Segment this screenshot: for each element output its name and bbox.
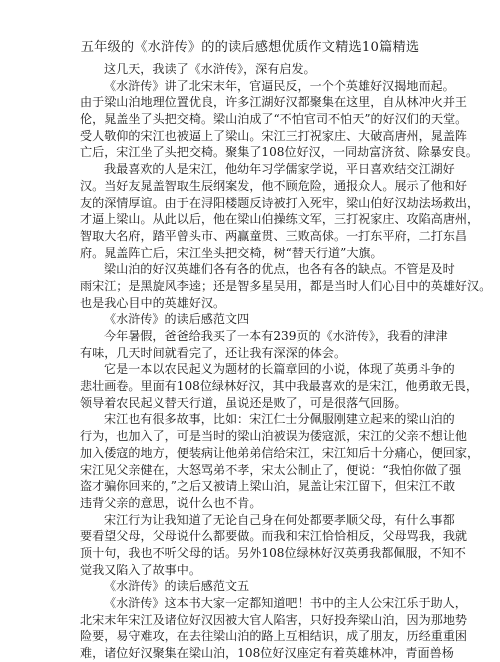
text-line: 这几天，我读了《水浒传》，深有启发。	[104, 62, 316, 76]
text-line: 宋江行为让我知道了无论自己身在何处都要孝顺父母，有什么事都	[104, 512, 455, 527]
text-line: 行为，也加入了，可是当时的梁山泊被误为倭寇派，宋江的父亲不想让他	[80, 429, 468, 444]
text-line: 《水浒传》讲了北宋末年，官逼民反，一个个英雄好汉揭地而起。	[104, 78, 455, 93]
text-line: 北宋末年宋江及诸位好汉因被大官人陷害，只好投奔梁山泊，因为那地势	[80, 612, 468, 627]
text-line: 顶十句，我也不听父母的话。另外108位绿林好汉英勇我都佩服，不知不	[80, 545, 466, 560]
text-line: 伦，晁盖坐了头把交椅。梁山泊成了“不怕官司不怕天”的好汉们的天堂。	[80, 112, 468, 127]
text-line: 难，诸位好汉聚集在梁山泊，108位好汉座定有着英雄林冲，青面兽杨	[80, 646, 454, 661]
text-line: 亡后，宋江坐了头把交椅。聚集了108位好汉，一同劫富济贫、除暴安良。	[80, 145, 478, 160]
section-heading: 《水浒传》的读后感范文五	[104, 579, 250, 594]
text-line: 悲壮画卷。里面有108位绿林好汉，其中我最喜欢的是宋江，他勇敢无畏，	[80, 379, 478, 394]
text-line: 要看望父母，父母说什么都要做。而我和宋江恰恰相反，父母骂我，我就	[80, 529, 468, 544]
text-line: 险要，易守难攻，在去往梁山泊的路上互相结识，成了朋友，历经重重困	[80, 629, 468, 644]
text-line: 违背父亲的意思，说什么也不肯。	[80, 495, 262, 510]
text-line: 我最喜欢的人是宋江，他幼年习学儒家学说，平日喜欢结交江湖好	[104, 162, 455, 177]
text-line: 盗才骗你回来的，”之后又被请上梁山泊，晁盖让宋江留下，但宋江不敢	[80, 479, 456, 494]
text-line: 它是一本以农民起义为题材的长篇章回的小说，体现了英勇斗争的	[104, 362, 455, 377]
text-line: 才逼上梁山。从此以后，他在梁山伯操练文军，三打祝家庄、攻陷高唐州，	[80, 212, 480, 227]
text-line: 汉。当好友晁盖智取生辰纲案发，他不顾危险，通报众人。展示了他和好	[80, 178, 468, 193]
document-body	[0, 61, 500, 662]
text-line: 也是我心目中的英雄好汉。	[80, 295, 226, 310]
text-line: 友的深情厚谊。由于在浔阳楼题反诗被打入死牢，梁山伯好汉劫法场救出，	[80, 195, 480, 210]
text-line: 雨宋江；是黑旋风李逵；还是智多星吴用，都是当时人们心目中的英雄好汉。	[80, 278, 492, 293]
text-line: 府。晁盖阵亡后，宋江坐头把交椅，树“替天行道”大旗。	[80, 245, 383, 260]
text-line: 觉我又陷入了故事中。	[80, 562, 201, 577]
text-line: 《水浒传》这本书大家一定都知道吧！书中的主人公宋江乐于助人，	[104, 596, 467, 610]
document-title: 五年级的《水浒传》的的读后感想优质作文精选10篇精选	[80, 40, 420, 55]
text-line: 宋江也有很多故事，比如：宋江仁士分佩服刚建立起来的梁山泊的	[104, 412, 455, 427]
text-line: 宋江见父亲健在，大怒骂弟不孝，宋太公制止了，便说：“我怕你做了强	[80, 462, 462, 477]
text-line: 领导着农民起义替天行道，虽说还是败了，可是很落气回肠。	[80, 395, 407, 410]
section-heading: 《水浒传》的读后感范文四	[104, 312, 250, 327]
text-line: 加入倭寇的地方，便装病让他弟弟信给宋江，宋江知后十分痛心，便回家，	[80, 445, 480, 460]
text-line: 有味，几天时间就看完了，还让我有深深的体会。	[80, 345, 347, 360]
text-line: 今年暑假，爸爸给我买了一本有239页的《水浒传》，我看的津津	[104, 329, 448, 343]
text-line: 梁山泊的好汉英雄们各有各的优点，也各有各的缺点。不管是及时	[104, 262, 455, 277]
text-line: 由于梁山泊地理位置优良，许多江湖好汉都聚集在这里，自从林冲火并王	[80, 95, 468, 110]
text-line: 受人敬仰的宋江也被逼上了梁山。宋江三打祝家庄、大破高唐州，晁盖阵	[80, 128, 468, 143]
text-line: 智取大名府，踏平曾头市、两赢童贯、三败高俅。一打东平府，二打东昌	[80, 228, 468, 243]
